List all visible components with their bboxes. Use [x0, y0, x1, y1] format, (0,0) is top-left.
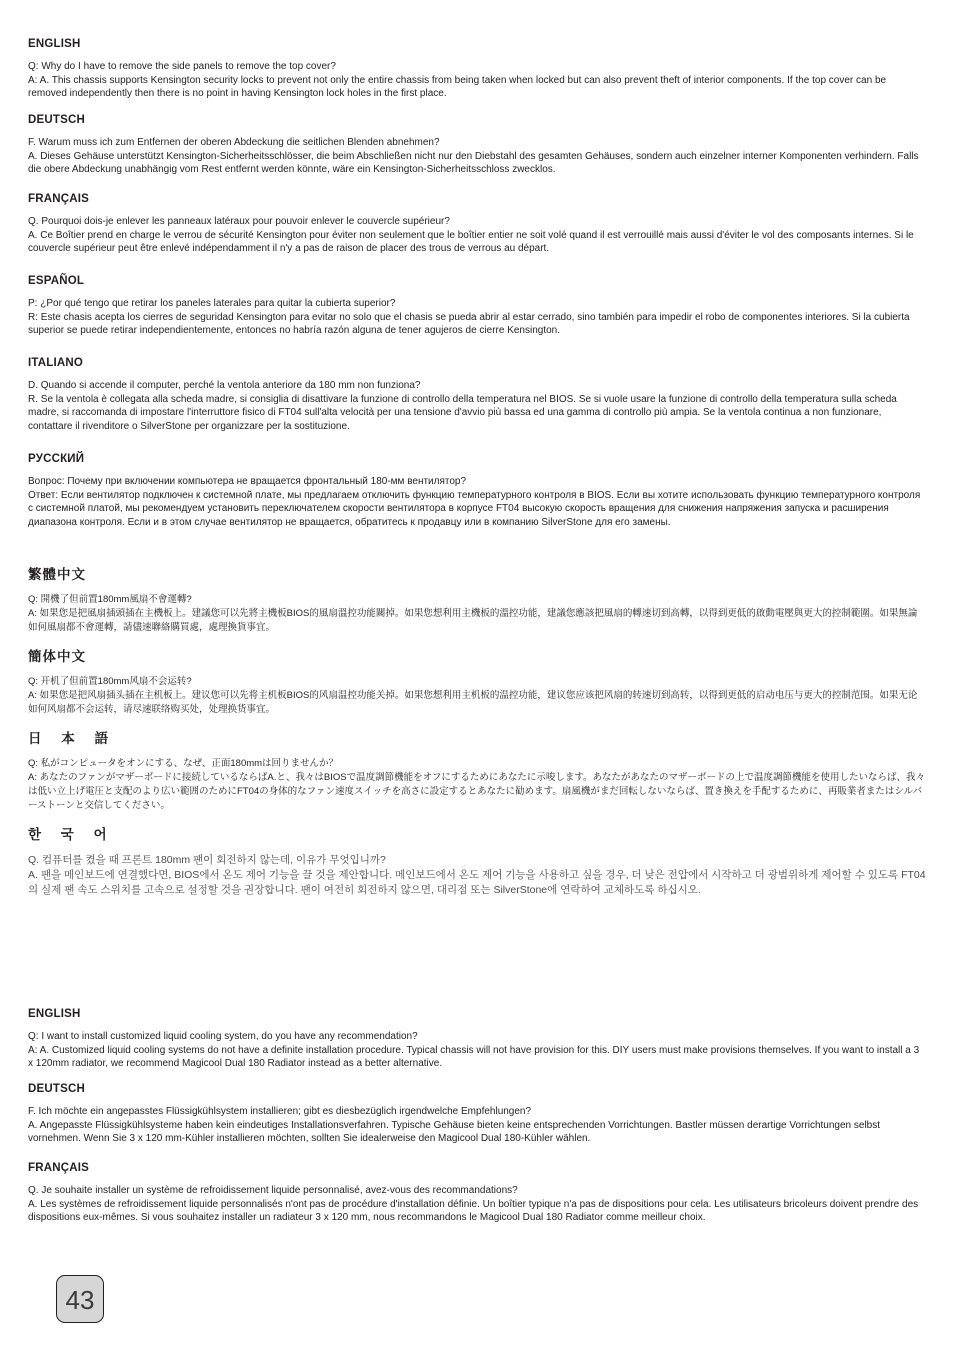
- language-heading: ENGLISH: [28, 1008, 81, 1020]
- section-english-2: [28, 1008, 926, 1071]
- answer: R. Se la ventola è collegata alla scheda madre, si consiglia di disattivare la funzione di controllo della temperatura nel BIOS. Se si vuole usare la funzione di controllo della temperatura sulla scheda madre, si raccomanda di impostare l'interruttore fisico di FT04 sull'alta velocità per una tensione d'avvio più bassa ed una gamma di controllo più ampia. Se la ventola continua a non funzionare, contattare il rivenditore o SilverStone per organizzare per la sostituzione.: [28, 393, 897, 432]
- language-heading: РУССКИЙ: [28, 453, 85, 465]
- section-espanol-1: [28, 275, 926, 338]
- section-francais-2: [28, 1162, 926, 1225]
- answer: A. Ce Boîtier prend en charge le verrou de sécurité Kensington pour éviter non seulement que le boîtier entier ne soit volé quand il est verrouillé mais aussi d'éviter le vol des composants internes. Si le couvercle supérieur peut être enlevé indépendamment il n'y a pas de raison de placer des trous de verrous au départ.: [28, 229, 914, 255]
- answer: A: A. This chassis supports Kensington security locks to prevent not only the entire chassis from being taken when locked but can also prevent theft of interior components. If the top cover can be removed independently then there is no point in having Kensington lock holes in the first place.: [28, 74, 887, 100]
- question: Q: 開機了但前置180mm風扇不會運轉?: [28, 594, 192, 605]
- question: F. Ich möchte ein angepasstes Flüssigkühlsystem installieren; gibt es diesbezüglich irgendwelche Empfehlungen?: [28, 1106, 532, 1117]
- language-heading: ENGLISH: [28, 38, 81, 50]
- page-number-badge: 43: [56, 1275, 104, 1323]
- question: Q: 开机了但前置180mm风扇不会运转?: [28, 676, 192, 687]
- question: Q: I want to install customized liquid cooling system, do you have any recommendation?: [28, 1031, 418, 1042]
- question: D. Quando si accende il computer, perché la ventola anteriore da 180 mm non funziona?: [28, 380, 421, 391]
- language-heading: DEUTSCH: [28, 1083, 85, 1095]
- answer: A. Angepasste Flüssigkühlsysteme haben kein eindeutiges Installationsverfahren. Typische Gehäuse bieten keine entsprechenden Vorrichtungen. Bastler müssen derartige Vorrichtungen selbst vornehmen. Wenn Sie 3 x 120 mm-Kühler installieren möchten, sollten Sie idealerweise den Magicool Dual 180-Kühler wählen.: [28, 1119, 881, 1145]
- question: Q: 私がコンピュータをオンにする、なぜ、正面180mmは回りませんか？: [28, 758, 339, 769]
- question: Вопрос: Почему при включении компьютера не вращается фронтальный 180-мм вентилятор?: [28, 476, 467, 487]
- section-simplified-chinese: [28, 645, 926, 717]
- section-francais-1: [28, 193, 926, 256]
- language-heading: DEUTSCH: [28, 114, 85, 126]
- question: Q. 컴퓨터를 켰을 때 프론트 180mm 팬이 회전하지 않는데, 이유가 무엇입니까?: [28, 854, 386, 866]
- answer: A: あなたのファンがマザーボードに接続しているならばA.と、我々はBIOSで温度調節機能をオフにするためにあなたに示唆します。あなたがあなたのマザーボードの上で温度調節機能を使用したいならば、我々は低い立上げ電圧と支配のより広い範囲のためにFT04の身体的なファン速度スイッチを高さに設定するとあなたに勧めます。扇風機がまだ回転しないならば、置き換えを手配するために、再販業者またはシルバーストーンと交信してください。: [28, 772, 926, 811]
- language-heading: 한 국 어: [28, 827, 115, 842]
- language-heading: 繁體中文: [28, 567, 86, 582]
- question: Q: Why do I have to remove the side panels to remove the top cover?: [28, 61, 336, 72]
- question: Q. Pourquoi dois-je enlever les panneaux latéraux pour pouvoir enlever le couvercle supérieur?: [28, 216, 450, 227]
- section-russian: [28, 453, 926, 529]
- answer: Ответ: Если вентилятор подключен к системной плате, мы предлагаем отключить функцию температурного контроля в BIOS. Если вы хотите использовать функцию температурного контроля с системной платой, мы рекомендуем установить переключателем скорости вентилятора в корпусе FT04 высокую скорость вращения для снижения напряжения запуска и расширения диапазона контроля. Если и в этом случае вентилятор не вращается, обратитесь к продавцу или в компанию SilverStone для его замены.: [28, 489, 921, 528]
- answer: A: A. Customized liquid cooling systems do not have a definite installation procedure. Typical chassis will not have provision for this. DIY users must make provisions themselves. If you want to install a 3 x 120mm radiator, we recommend Magicool Dual 180 Radiator instead as a better alternative.: [28, 1044, 920, 1070]
- language-heading: 日 本 語: [28, 731, 117, 746]
- section-deutsch-1: [28, 114, 926, 177]
- language-heading: ITALIANO: [28, 357, 84, 369]
- answer: R: Este chasis acepta los cierres de seguridad Kensington para evitar no solo que el chasis se pueda abrir al estar cerrado, sino también para impedir el robo de componentes interiores. Si la cubierta superior se puede retirar independientemente, entonces no habría razón alguna de tener agujeros de cierre Kensington.: [28, 311, 910, 337]
- section-english-1: [28, 38, 926, 101]
- question: Q. Je souhaite installer un système de refroidissement liquide personnalisé, avez-vous des recommandations?: [28, 1185, 518, 1196]
- question: F. Warum muss ich zum Entfernen der oberen Abdeckung die seitlichen Blenden abnehmen?: [28, 137, 440, 148]
- answer: A. Dieses Gehäuse unterstützt Kensington-Sicherheitsschlösser, die beim Abschließen nicht nur den Diebstahl des gesamten Gehäuses, sondern auch einzelner interner Komponenten verhindern. Falls die obere Abdeckung unabhängig vom Rest entfernt werden könnte, wäre ein Kensington-Sicherheitsschloss zwecklos.: [28, 150, 919, 176]
- language-heading: ESPAÑOL: [28, 275, 85, 287]
- language-heading: 簡体中文: [28, 649, 86, 664]
- section-traditional-chinese: [28, 563, 926, 635]
- section-japanese: [28, 727, 926, 813]
- section-italiano: [28, 357, 926, 433]
- language-heading: FRANÇAIS: [28, 193, 90, 205]
- section-deutsch-2: [28, 1083, 926, 1146]
- language-heading: FRANÇAIS: [28, 1162, 90, 1174]
- section-korean: [28, 823, 926, 898]
- answer: A: 如果您是把風扇插頭插在主機板上。建議您可以先將主機板BIOS的風扇溫控功能關掉。如果您想利用主機板的溫控功能，建議您應該把風扇的轉速切到高轉，以得到更低的啟動電壓與更大的控制範圍。如果無論如何風扇都不會運轉，請儘速聯絡購買處，處理換貨事宜。: [28, 608, 918, 633]
- question: P: ¿Por qué tengo que retirar los paneles laterales para quitar la cubierta superior?: [28, 298, 396, 309]
- answer: A: 如果您是把风扇插头插在主机板上。建议您可以先将主机板BIOS的风扇温控功能关掉。如果您想利用主机板的温控功能，建议您应该把风扇的转速切到高转，以得到更低的启动电压与更大的控制范围。如果无论如何风扇都不会运转，请尽速联络购买处，处理换货事宜。: [28, 690, 918, 715]
- answer: A. 팬을 메인보드에 연결했다면, BIOS에서 온도 제어 기능을 끌 것을 제안합니다. 메인보드에서 온도 제어 기능을 사용하고 싶을 경우, 더 낮은 전압에서 시작하고 더 광범위하게 제어할 수 있도록 FT04의 실제 팬 속도 스위치를 고속으로 설정할 것을 권장합니다. 팬이 여전히 회전하지 않으면, 대리점 또는 SilverStone에 연락하여 교체하도록 하십시오.: [28, 869, 926, 896]
- answer: A. Les systèmes de refroidissement liquide personnalisés n'ont pas de procédure d'installation définie. Un boîtier typique n'a pas de dispositions pour cela. Les utilisateurs bricoleurs doivent prendre des dispositions eux-mêmes. Si vous souhaitez installer un radiateur 3 x 120 mm, nous recommandons le Magicool Dual 180 Radiator comme meilleur choix.: [28, 1198, 919, 1224]
